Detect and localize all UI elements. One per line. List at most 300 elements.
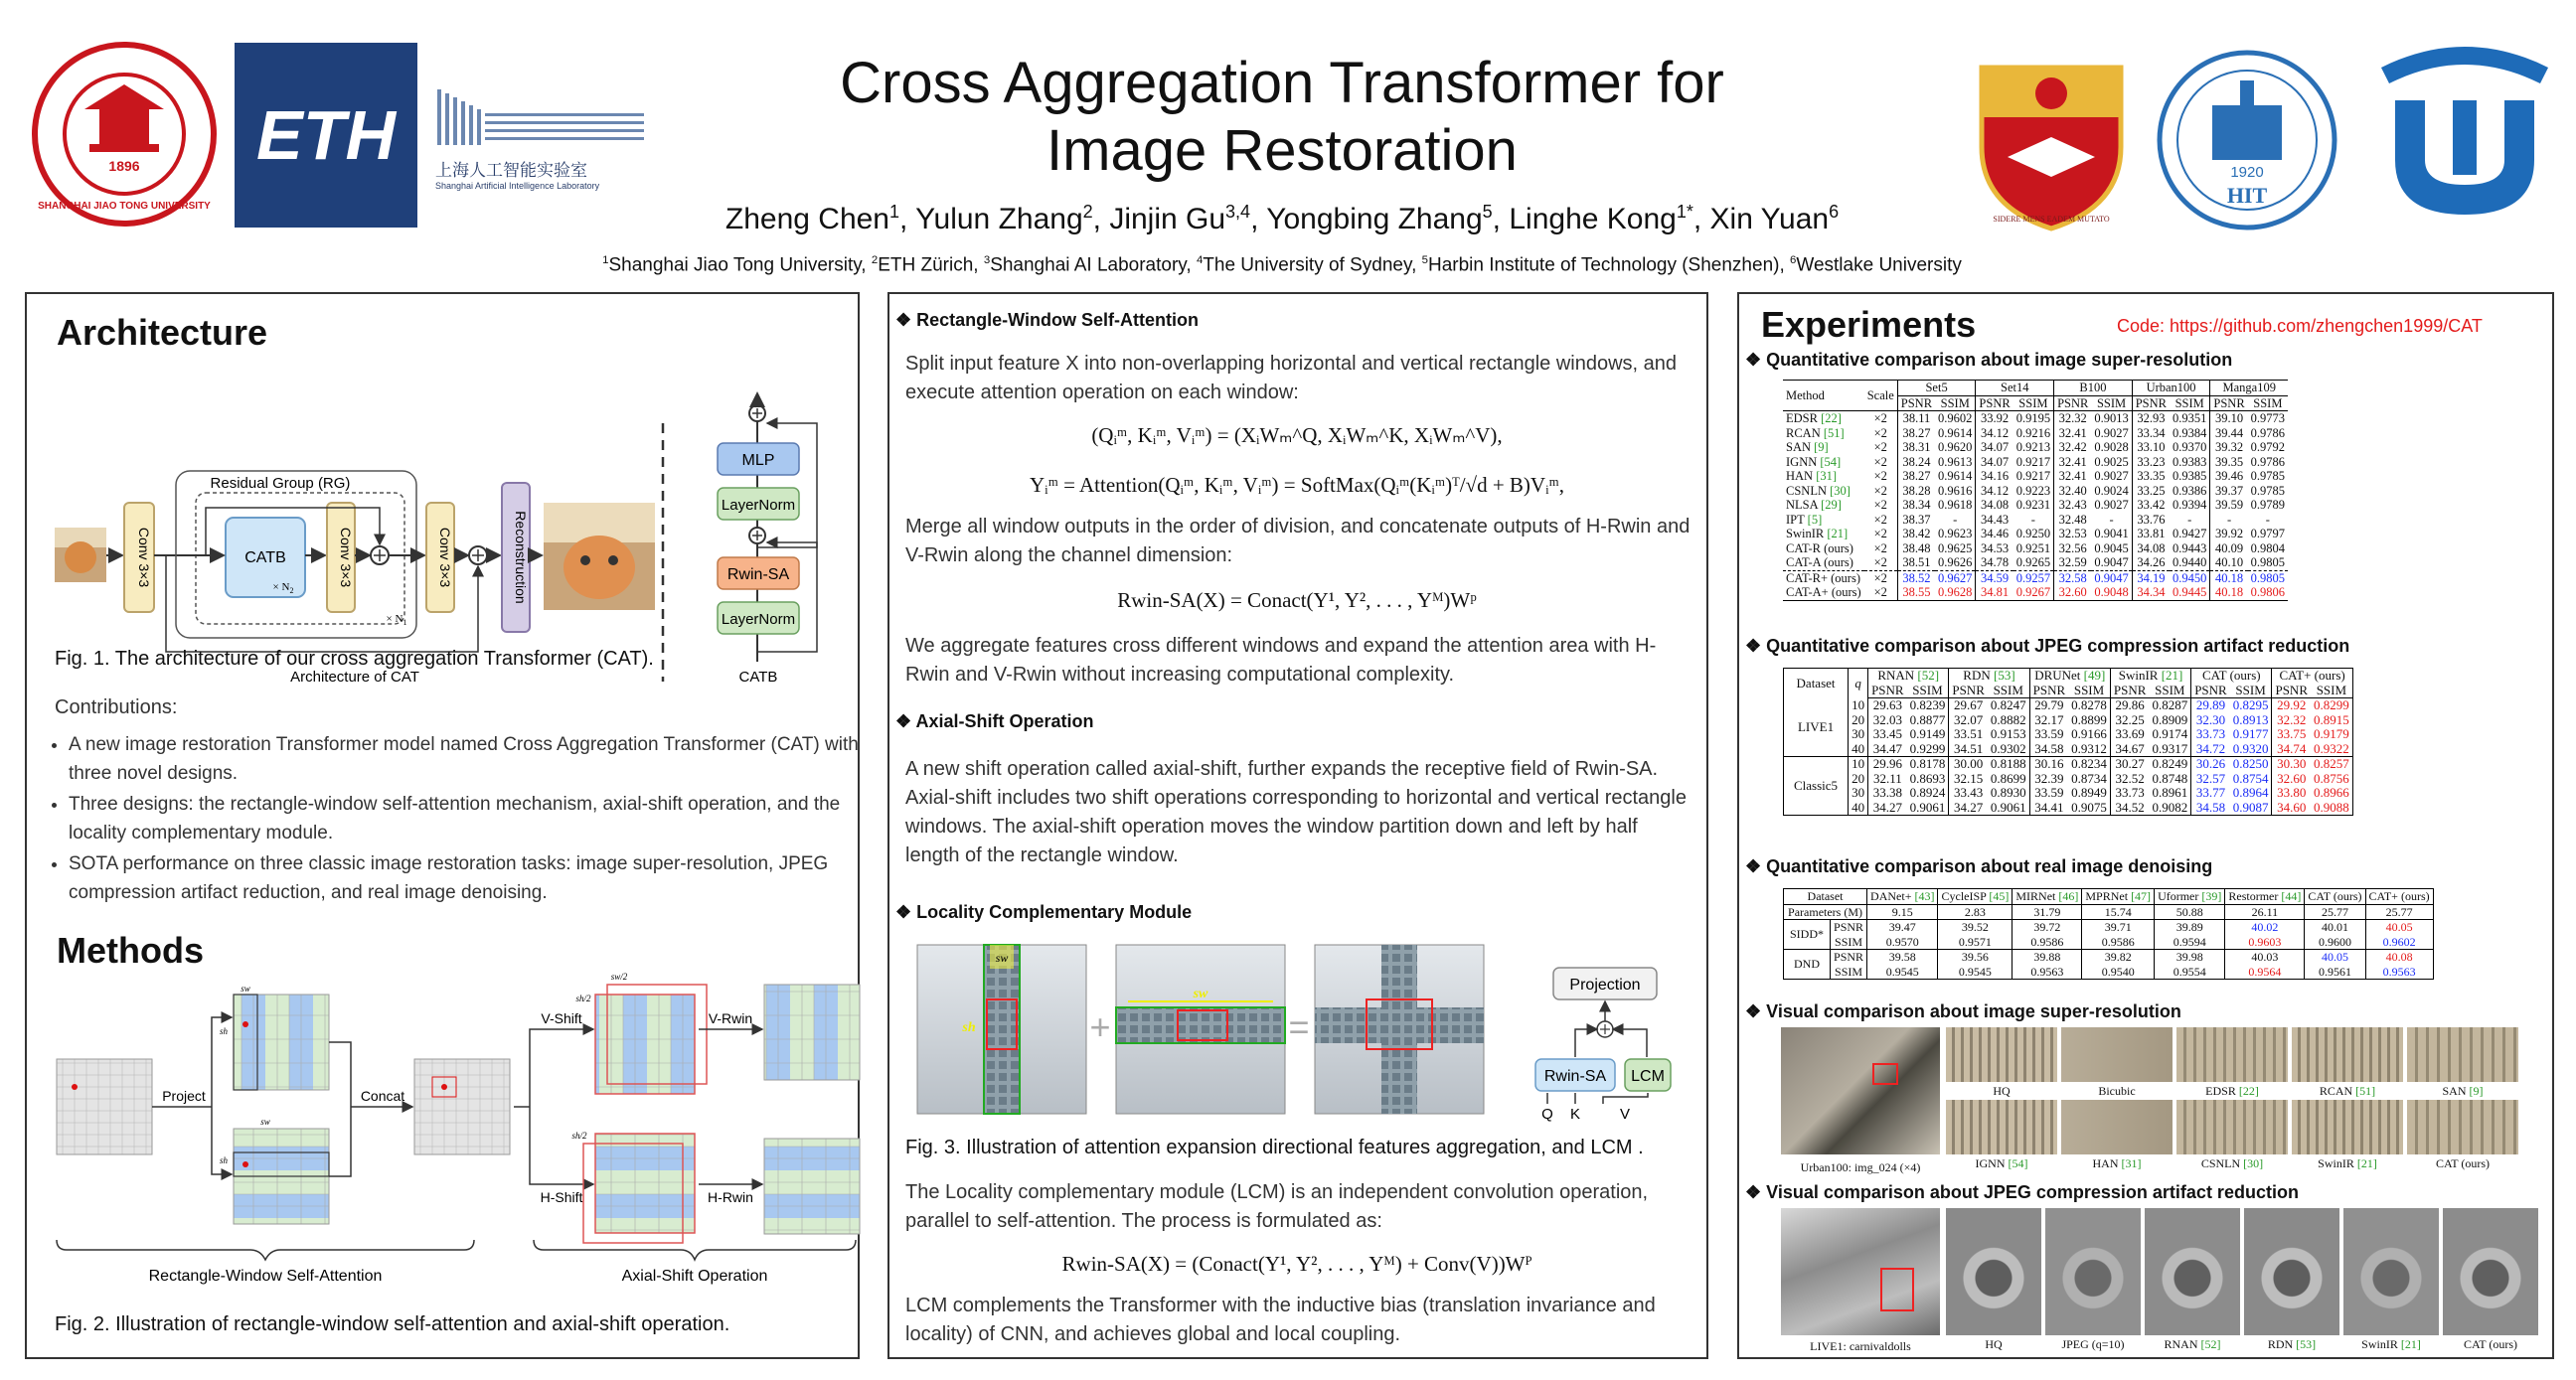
column-label: CAT (ours) bbox=[2202, 668, 2261, 683]
sjtu-name-text: SHANGHAI JIAO TONG UNIVERSITY bbox=[38, 201, 211, 212]
column-ref: [39] bbox=[2201, 889, 2222, 903]
table-cell-method bbox=[1783, 513, 1864, 528]
table-cell: 0.9602 bbox=[1938, 411, 1973, 425]
table-cell: 39.98 bbox=[2155, 950, 2225, 965]
contribution-item: • SOTA performance on three classic image restoration tasks: image super-resolution, JPEG compression artifact reduction, and real image denoising. bbox=[69, 849, 864, 907]
equation-3: Rwin-SA(X) = Conact(Y¹, Y², . . . , Yᴹ)Wᵖ bbox=[1117, 588, 1477, 612]
table-header-cell bbox=[2082, 889, 2155, 905]
crop-label-ref: [9] bbox=[2469, 1084, 2484, 1098]
table-cell: 38.11 bbox=[1897, 411, 1935, 426]
column-ref: [45] bbox=[1989, 889, 2010, 903]
table-cell: 0.8249 bbox=[2149, 757, 2190, 772]
table-cell: 39.72 bbox=[2012, 920, 2082, 935]
table-cell: 32.39 bbox=[2029, 772, 2068, 787]
table-cell: 0.9195 bbox=[2015, 411, 2051, 425]
k-label: K bbox=[1569, 1106, 1581, 1123]
table-cell: 33.77 bbox=[2191, 786, 2230, 801]
table-cell-method bbox=[1783, 541, 1864, 556]
affiliation-mark: 5 bbox=[1421, 254, 1428, 266]
table-cell: 0.9075 bbox=[2071, 799, 2107, 815]
crop-label-ref: [52] bbox=[2200, 1337, 2221, 1351]
table-cell: 40.10 bbox=[2210, 555, 2248, 570]
table-cell: 0.9427 bbox=[2173, 527, 2207, 540]
table-cell-scale: ×2 bbox=[1873, 585, 1887, 599]
table-cell: 38.31 bbox=[1897, 440, 1935, 455]
table-cell-method bbox=[1783, 498, 1864, 513]
table-cell-method bbox=[1783, 426, 1864, 441]
table-cell: 38.42 bbox=[1897, 527, 1935, 541]
method-ref: [22] bbox=[1821, 411, 1842, 425]
table-cell: 0.8882 bbox=[1990, 711, 2026, 727]
code-link[interactable]: Code: https://github.com/zhengchen1999/CAT bbox=[2117, 316, 2483, 336]
vshift-label: V-Shift bbox=[541, 1010, 582, 1026]
vshift-grid bbox=[595, 995, 695, 1094]
table-cell: 0.9554 bbox=[2155, 965, 2225, 980]
table-cell: 0.9045 bbox=[2094, 540, 2129, 555]
crop-label-text: SwinIR bbox=[2318, 1156, 2357, 1170]
author-name: Yulun Zhang bbox=[915, 203, 1083, 235]
crop-label-ref: [22] bbox=[2238, 1084, 2259, 1098]
table-cell: 0.9027 bbox=[2094, 469, 2129, 483]
table-cell: 34.74 bbox=[2272, 742, 2311, 757]
hrwin-label: H-Rwin bbox=[708, 1189, 753, 1205]
table-header-cell: SSIM bbox=[2311, 684, 2352, 698]
rwsa-paragraph-2: Merge all window outputs in the order of division, and concatenate outputs of H-Rwin and V-Rwin along the channel dimension: bbox=[905, 516, 1690, 566]
comparison-crop-image bbox=[2407, 1100, 2518, 1154]
crop-label-text: HQ bbox=[1993, 1084, 2011, 1098]
comparison-crop-label bbox=[2407, 1156, 2518, 1171]
table-cell: 0.9786 bbox=[2250, 454, 2286, 469]
table-header-cell bbox=[1868, 669, 1949, 684]
table-row bbox=[1784, 772, 2353, 787]
table-cell: 0.8949 bbox=[2071, 785, 2107, 800]
expansion-image-2 bbox=[1116, 945, 1285, 1114]
table-cell: 0.9394 bbox=[2173, 498, 2207, 512]
table-cell: 0.9061 bbox=[1909, 799, 1946, 815]
column-label: RDN bbox=[1963, 668, 1994, 683]
table-cell: 32.57 bbox=[2191, 772, 2230, 787]
table-cell-params-label: Parameters (M) bbox=[1784, 904, 1867, 920]
contributions-heading: Contributions: bbox=[55, 696, 178, 718]
table-cell: 34.51 bbox=[1949, 742, 1988, 757]
svg-text:+: + bbox=[1089, 1006, 1111, 1047]
table-cell: 30.16 bbox=[2029, 757, 2068, 772]
affiliation-name: Shanghai Jiao Tong University, bbox=[608, 254, 872, 276]
affiliation-name: ETH Zürich, bbox=[878, 254, 984, 276]
table-cell: 29.79 bbox=[2029, 698, 2068, 713]
table-cell-method bbox=[1783, 570, 1864, 585]
denoise-heading: ❖ Quantitative comparison about real image denoising bbox=[1745, 856, 2213, 876]
author-affiliation-mark: 6 bbox=[1829, 202, 1840, 222]
table-row bbox=[1784, 742, 2353, 757]
table-cell-scale: ×2 bbox=[1873, 469, 1887, 483]
author-name: Xin Yuan bbox=[1709, 203, 1830, 235]
projection-label: Projection bbox=[1569, 977, 1641, 994]
table-header-cell: SSIM bbox=[2170, 395, 2210, 411]
table-cell: 0.9614 bbox=[1938, 469, 1973, 483]
column-label: Uformer bbox=[2158, 889, 2202, 903]
rwin-label: Rwin-SA bbox=[726, 566, 790, 583]
crop-label-text: RNAN bbox=[2164, 1337, 2201, 1351]
table-cell: 39.35 bbox=[2210, 455, 2248, 470]
table-cell: 0.9317 bbox=[2152, 740, 2188, 756]
table-header-cell bbox=[2272, 669, 2352, 684]
table-cell: 29.92 bbox=[2272, 698, 2311, 713]
table-cell: 0.9545 bbox=[1867, 965, 1938, 980]
table-cell: 32.52 bbox=[2110, 772, 2149, 787]
crop-label-ref: [54] bbox=[2008, 1156, 2028, 1170]
table-cell: 34.59 bbox=[1976, 570, 2013, 585]
comparison-crop-label bbox=[2292, 1156, 2403, 1171]
table-cell: 0.9620 bbox=[1938, 440, 1973, 454]
poster-title bbox=[636, 50, 1928, 185]
table-cell: 0.9586 bbox=[2012, 935, 2082, 950]
vis-sr-main-caption: Urban100: img_024 (×4) bbox=[1800, 1160, 1921, 1174]
table-cell: 39.52 bbox=[1938, 920, 2012, 935]
table-cell: 38.24 bbox=[1897, 455, 1935, 470]
logo-usyd bbox=[1968, 58, 2135, 236]
comparison-crop-label bbox=[2061, 1156, 2173, 1171]
n1-label: × $N_1$ bbox=[386, 613, 407, 627]
table-cell: 0.8250 bbox=[2230, 757, 2272, 772]
crop-label-text: Bicubic bbox=[2098, 1084, 2136, 1098]
table-cell: - bbox=[2265, 512, 2270, 527]
table-cell: 33.59 bbox=[2029, 786, 2068, 801]
affiliation-name: Shanghai AI Laboratory, bbox=[990, 254, 1197, 276]
sr-heading: ❖ Quantitative comparison about image super-resolution bbox=[1745, 350, 2233, 370]
table-cell: 25.77 bbox=[2305, 904, 2365, 920]
comparison-crop-image bbox=[2045, 1208, 2141, 1335]
comparison-crop-label bbox=[2292, 1084, 2403, 1099]
table-row bbox=[1784, 920, 2434, 935]
column-label: Dataset bbox=[1796, 675, 1836, 690]
comparison-crop-image bbox=[2061, 1027, 2173, 1082]
logo-westlake bbox=[2375, 46, 2554, 225]
table-cell: 33.69 bbox=[2110, 727, 2149, 742]
table-cell: 0.9231 bbox=[2015, 498, 2051, 512]
table-cell: 33.10 bbox=[2132, 440, 2170, 455]
table-cell: 0.9594 bbox=[2155, 935, 2225, 950]
comparison-crop-image bbox=[1946, 1027, 2057, 1082]
axial-heading: ❖ Axial-Shift Operation bbox=[895, 711, 1094, 731]
table-cell: 34.47 bbox=[1868, 742, 1907, 757]
table-cell: 34.52 bbox=[2110, 801, 2149, 816]
table-cell: 0.8247 bbox=[1990, 697, 2026, 712]
table-header-cell: B100 bbox=[2054, 381, 2133, 396]
table-cell: 0.9061 bbox=[1990, 799, 2026, 815]
author-affiliation-mark: 1* bbox=[1676, 202, 1693, 222]
table-cell: 33.23 bbox=[2132, 455, 2170, 470]
usyd-motto: SIDERE MENS EADEM MUTATO bbox=[1993, 215, 2110, 224]
table-row bbox=[1783, 513, 2288, 528]
table-cell: 0.9586 bbox=[2082, 935, 2155, 950]
table-cell: 39.32 bbox=[2210, 440, 2248, 455]
left-panel bbox=[25, 292, 860, 1359]
sh-label-bottom: sh bbox=[219, 1155, 229, 1165]
table-cell: 29.63 bbox=[1868, 698, 1907, 713]
table-cell: 39.58 bbox=[1867, 950, 1938, 965]
table-cell-dataset: Classic5 bbox=[1784, 757, 1849, 816]
comparison-crop-label bbox=[2045, 1337, 2141, 1352]
lab-cn-name: 上海人工智能实验室 bbox=[435, 161, 587, 181]
sw-label-top: sw bbox=[241, 984, 250, 994]
table-row bbox=[1783, 585, 2288, 600]
crop-label-text: EDSR bbox=[2205, 1084, 2239, 1098]
table-header-cell: Method bbox=[1783, 381, 1864, 411]
method-ref: [9] bbox=[1814, 440, 1829, 454]
title-line-2: Image Restoration bbox=[1046, 118, 1518, 183]
table-cell: 29.96 bbox=[1868, 757, 1907, 772]
table-cell-dataset: SIDD* bbox=[1790, 927, 1825, 942]
conv-label-3: Conv 3×3 bbox=[437, 527, 453, 588]
method-name: HAN bbox=[1786, 469, 1817, 483]
column-label: CycleISP bbox=[1941, 889, 1990, 903]
table-header-cell: SSIM bbox=[2230, 684, 2272, 698]
comparison-crop-label bbox=[1946, 1337, 2041, 1352]
table-cell: 40.01 bbox=[2305, 920, 2365, 935]
table-header-cell: Set5 bbox=[1897, 381, 1976, 396]
crop-label-text: RCAN bbox=[2319, 1084, 2356, 1098]
table-cell: 32.43 bbox=[2054, 498, 2092, 513]
table-cell-method bbox=[1783, 469, 1864, 484]
method-ref: [30] bbox=[1830, 483, 1851, 498]
table-cell: 0.9545 bbox=[1938, 965, 2012, 980]
table-header-cell: Scale bbox=[1864, 381, 1898, 411]
table-cell: 29.67 bbox=[1949, 698, 1988, 713]
table-cell: 40.02 bbox=[2225, 920, 2305, 935]
table-cell: 0.9025 bbox=[2094, 454, 2129, 469]
methods-heading: Methods bbox=[57, 930, 204, 971]
table-cell: 0.9789 bbox=[2250, 498, 2286, 512]
column-ref: [49] bbox=[2083, 668, 2106, 683]
table-cell: 39.59 bbox=[2210, 498, 2248, 513]
sw-label-bottom: sw bbox=[260, 1117, 270, 1127]
hit-text: HIT bbox=[2226, 183, 2268, 208]
table-cell: 0.9443 bbox=[2173, 540, 2207, 555]
comparison-crop-label bbox=[2443, 1337, 2538, 1352]
lcm-paragraph-1: The Locality complementary module (LCM) is an independent convolution operation, parallel to self-attention. The process is formulated as: bbox=[905, 1181, 1649, 1232]
table-cell: 0.8915 bbox=[2314, 711, 2349, 727]
table-cell: 0.8754 bbox=[2232, 770, 2269, 786]
table-cell: 0.9785 bbox=[2250, 469, 2286, 483]
comparison-crop-label bbox=[2244, 1337, 2339, 1352]
table-cell: 39.56 bbox=[1938, 950, 2012, 965]
table-cell: 33.92 bbox=[1976, 411, 2013, 426]
n2-label: × $N_2$ bbox=[272, 581, 294, 595]
table-cell: 40.09 bbox=[2210, 541, 2248, 556]
table-cell-dataset: DND bbox=[1784, 950, 1831, 980]
table-cell: 0.9223 bbox=[2015, 483, 2051, 498]
logo-shanghai-ai-lab bbox=[435, 89, 644, 199]
comparison-crop-image bbox=[2292, 1027, 2403, 1082]
table-cell: 38.34 bbox=[1897, 498, 1935, 513]
table-header-cell bbox=[2191, 669, 2272, 684]
comparison-crop-image bbox=[2407, 1027, 2518, 1082]
table-cell: 0.8961 bbox=[2152, 785, 2188, 800]
table-cell: 0.9450 bbox=[2170, 570, 2210, 585]
jpeg-results-table bbox=[1783, 668, 2353, 816]
table-cell: 0.9267 bbox=[2015, 585, 2051, 599]
table-row bbox=[1783, 484, 2288, 499]
method-name: CSNLN bbox=[1786, 483, 1831, 498]
table-cell: 0.9571 bbox=[1938, 935, 2012, 950]
methods-diagram bbox=[27, 972, 858, 1288]
right-panel bbox=[1737, 292, 2554, 1359]
table-cell: 25.77 bbox=[2365, 904, 2433, 920]
comparison-crop-label bbox=[2061, 1084, 2173, 1099]
table-row bbox=[1783, 440, 2288, 455]
table-cell: 0.9614 bbox=[1938, 425, 1973, 440]
lcm-label: LCM bbox=[1631, 1068, 1665, 1085]
svg-text:=: = bbox=[1288, 1006, 1310, 1047]
table-row bbox=[1783, 541, 2288, 556]
column-label: Dataset bbox=[1807, 889, 1844, 903]
table-cell: 0.9299 bbox=[1909, 740, 1946, 756]
table-cell: 38.27 bbox=[1897, 426, 1935, 441]
table-cell: 0.9082 bbox=[2152, 799, 2188, 815]
table-cell: 34.34 bbox=[2132, 585, 2170, 600]
table-cell: 32.41 bbox=[2054, 455, 2092, 470]
table-cell-method bbox=[1783, 484, 1864, 499]
table-header-cell bbox=[2305, 889, 2365, 905]
author-affiliation-mark: 1 bbox=[889, 202, 900, 222]
table-cell: 32.60 bbox=[2054, 585, 2092, 600]
method-ref: [51] bbox=[1823, 425, 1845, 440]
table-cell: 0.8299 bbox=[2314, 697, 2349, 712]
crop-label-text: IGNN bbox=[1975, 1156, 2009, 1170]
table-cell: 32.53 bbox=[2054, 527, 2092, 541]
comparison-crop-image bbox=[2244, 1208, 2339, 1335]
concat-label: Concat bbox=[360, 1088, 405, 1104]
lcm-figure bbox=[889, 940, 1706, 1123]
table-cell: 38.28 bbox=[1897, 484, 1935, 499]
logo-eth bbox=[235, 43, 417, 228]
table-cell: 38.37 bbox=[1897, 513, 1935, 528]
table-cell: 0.9312 bbox=[2071, 740, 2107, 756]
table-cell-q: 10 bbox=[1849, 698, 1868, 713]
table-cell: 40.18 bbox=[2210, 585, 2248, 600]
table-cell: 39.71 bbox=[2082, 920, 2155, 935]
comparison-crop-label bbox=[2176, 1156, 2288, 1171]
table-cell: 39.82 bbox=[2082, 950, 2155, 965]
rwsa-label: Rectangle-Window Self-Attention bbox=[148, 1268, 383, 1285]
table-cell: 34.60 bbox=[2272, 801, 2311, 816]
table-cell: 0.9613 bbox=[1938, 454, 1973, 469]
lab-en-name: Shanghai Artificial Intelligence Laboratory bbox=[435, 181, 600, 191]
table-header-cell: Set14 bbox=[1976, 381, 2054, 396]
table-header-cell: SSIM bbox=[2091, 395, 2132, 411]
hit-year: 1920 bbox=[2230, 164, 2264, 181]
table-header-cell bbox=[1949, 669, 2029, 684]
table-cell: 0.9570 bbox=[1867, 935, 1938, 950]
table-cell: - bbox=[2210, 513, 2248, 528]
table-cell-dataset: LIVE1 bbox=[1784, 698, 1849, 757]
equation-1: (Qᵢᵐ, Kᵢᵐ, Vᵢᵐ) = (XᵢWₘ^Q, XᵢWₘ^K, XᵢWₘ^V), bbox=[1091, 423, 1503, 447]
table-cell: 33.59 bbox=[2029, 727, 2068, 742]
table-cell: 0.9047 bbox=[2094, 555, 2129, 569]
comparison-crop-label bbox=[2145, 1337, 2240, 1352]
table-cell: 0.9785 bbox=[2250, 483, 2286, 498]
table-cell: 0.9383 bbox=[2173, 454, 2207, 469]
lcm-paragraph-2: LCM complements the Transformer with the inductive bias (translation invariance and locality) of CNN, and achieves global and local coupling. bbox=[905, 1295, 1656, 1345]
table-cell: 0.9628 bbox=[1938, 585, 1973, 599]
table-cell: 30.27 bbox=[2110, 757, 2149, 772]
reconstruction-label: Reconstruction bbox=[513, 511, 529, 604]
hrwin-grid bbox=[764, 1139, 860, 1234]
comparison-crop-image bbox=[2292, 1100, 2403, 1154]
column-label: CAT+ (ours) bbox=[2368, 889, 2430, 903]
table-cell: 33.42 bbox=[2132, 498, 2170, 513]
comparison-crop-label bbox=[1946, 1156, 2057, 1171]
table-cell-q: 40 bbox=[1849, 801, 1868, 816]
table-cell: 32.93 bbox=[2132, 411, 2170, 426]
layernorm-label-top: LayerNorm bbox=[721, 497, 796, 514]
v-label: V bbox=[1619, 1106, 1631, 1123]
crop-label-ref: [51] bbox=[2355, 1084, 2376, 1098]
table-cell: 40.08 bbox=[2365, 950, 2433, 965]
table-cell: 32.07 bbox=[1949, 713, 1988, 728]
table-cell: 33.35 bbox=[2132, 469, 2170, 484]
crop-label-ref: [31] bbox=[2121, 1156, 2142, 1170]
table-cell: 32.60 bbox=[2272, 772, 2311, 787]
table-cell: 0.9625 bbox=[1938, 540, 1973, 555]
table-cell: 0.9149 bbox=[1909, 726, 1946, 741]
table-cell: 0.9627 bbox=[1935, 570, 1976, 585]
table-cell-scale: ×2 bbox=[1864, 570, 1898, 585]
table-cell: 0.9013 bbox=[2094, 411, 2129, 425]
input-cat-image bbox=[55, 528, 106, 582]
table-header-cell bbox=[2155, 889, 2225, 905]
table-row bbox=[1784, 950, 2434, 965]
table-header-cell: PSNR bbox=[2054, 395, 2092, 411]
table-cell: 26.11 bbox=[2225, 904, 2305, 920]
table-row bbox=[1784, 727, 2353, 742]
table-cell: 0.9041 bbox=[2094, 527, 2129, 540]
column-label: CAT (ours) bbox=[2308, 889, 2362, 903]
fig1-caption: Fig. 1. The architecture of our cross aggregation Transformer (CAT). bbox=[55, 648, 654, 670]
column-label: RNAN bbox=[1877, 668, 1918, 683]
author-affiliation-mark: 2 bbox=[1082, 202, 1093, 222]
author-name: Zheng Chen bbox=[724, 203, 889, 235]
table-cell: 34.26 bbox=[2132, 555, 2170, 570]
table-cell: 0.8234 bbox=[2068, 757, 2110, 772]
table-cell: 32.40 bbox=[2054, 484, 2092, 499]
table-cell: 33.51 bbox=[1949, 727, 1988, 742]
table-row bbox=[1784, 713, 2353, 728]
table-header-row bbox=[1784, 669, 2353, 684]
table-cell-metric: SSIM bbox=[1831, 965, 1867, 980]
table-cell-method bbox=[1783, 555, 1864, 570]
table-cell-metric: PSNR bbox=[1831, 920, 1867, 935]
column-label: DRUNet bbox=[2034, 668, 2084, 683]
comparison-crop-image bbox=[1946, 1100, 2057, 1154]
axial-paragraph: A new shift operation called axial-shift, further expands the receptive field of Rwin-SA. Axial-shift includes two shift operations corresponding to horizontal and vertical rectangle windows. The axial-shift operation moves the window partition down and left by half length of the rectangle window. bbox=[905, 758, 1687, 866]
method-name: NLSA bbox=[1786, 498, 1822, 512]
table-cell: 29.89 bbox=[2191, 698, 2230, 713]
table-cell: 40.18 bbox=[2210, 570, 2248, 585]
table-cell: 0.9618 bbox=[1938, 498, 1973, 512]
experiments-heading: Experiments bbox=[1761, 304, 1977, 345]
table-row bbox=[1783, 411, 2288, 426]
architecture-heading: Architecture bbox=[57, 312, 268, 353]
table-cell: 33.73 bbox=[2191, 727, 2230, 742]
table-cell: 0.8257 bbox=[2311, 757, 2352, 772]
table-header-cell: SSIM bbox=[2068, 684, 2110, 698]
table-header-cell bbox=[1938, 889, 2012, 905]
table-cell: 32.32 bbox=[2272, 713, 2311, 728]
equation-4: Rwin-SA(X) = (Conact(Y¹, Y², . . . , Yᴹ) + Conv(V))Wᴾ bbox=[1061, 1252, 1532, 1276]
table-header-cell: Manga109 bbox=[2210, 381, 2288, 396]
